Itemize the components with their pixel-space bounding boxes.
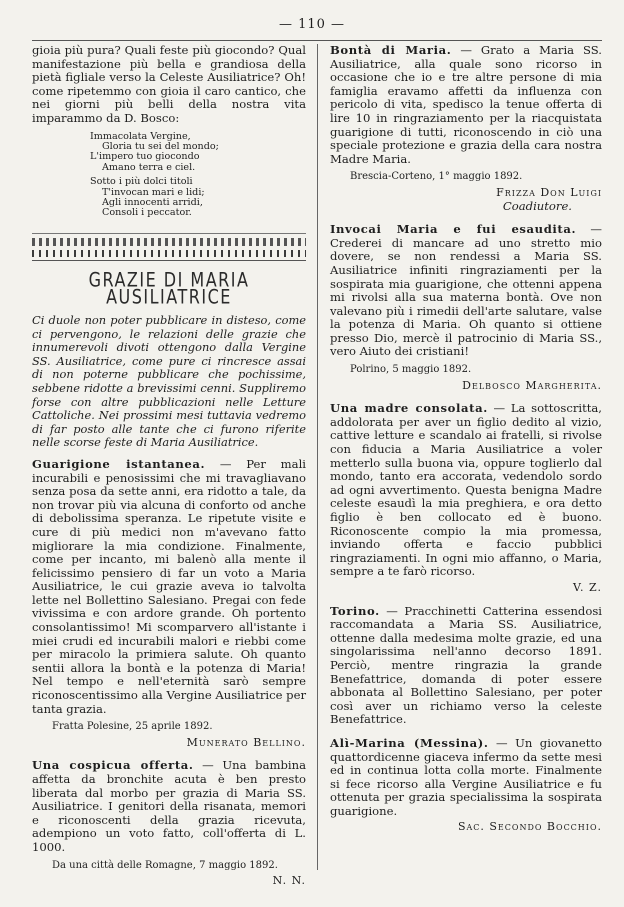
- entry-text: — Per mali incurabili e penosissimi che mi travagliavano senza posa da sette anni, era ridotto a tale, da non trovar più via alcuna di conforto od anche di debolissima speranza. Le ripetute visite e cure di più medici non m'avevano fatto migliorare la mia condizione. Finalmente, come per incanto, mi balenò alla mente il felicissimo pensiero di far un voto a Maria Ausiliatrice, le cui grazie aveva io talvolta lette nel Bollettino Salesiano. Pregai con fede vivissima e con ardore grande. Oh portento consolantissimo! Mi scomparvero all'istante i miei crudi ed incurabili malori e riebbi come per miracolo la primiera salute. Oh quanto sentii allora la bontà e la potenza di Maria! Nel tempo e nell'eternità sarò sempre riconoscentissimo alla Vergine Ausiliatrice per tanta grazia.: [32, 456, 306, 716]
- grace-entry: [330, 737, 602, 819]
- verse-line: Gloria tu sei del mondo;: [102, 140, 219, 152]
- entry-text: — Pracchinetti Catterina essendosi raccomandata a Maria SS. Ausiliatrice, ottenne dalla medesima molte grazie, ed una singolarissima nell'anno decorso 1891. Perciò, mentre ringrazia la grande Benefattrice, domanda di poter essere abbonata al Bollettino Salesiano, per poter così aver un richiamo verso la celeste Benefattrice.: [330, 603, 602, 727]
- entry-text: — Una bambina affetta da bronchite acuta è ben presto liberata dal morbo per grazia di Maria SS. Ausiliatrice. I genitori della risanata, memori e riconoscenti della grazia ricevuta, adempiono un voto fatto, coll'offerta di L. 1000.: [32, 758, 307, 854]
- left-column: [32, 44, 306, 888]
- grace-entry: [32, 458, 306, 716]
- grace-entry: [330, 44, 602, 166]
- header-rule: [32, 40, 602, 41]
- entry-text: — Grato a Maria SS. Ausiliatrice, alla quale sono ricorso in occasione che io e tre altre persone di mia famiglia eravamo affetti da influenza con pericolo di vita, spedisco la tenue offerta di lire 10 in ringraziamento per la riacquistata guarigione di tutti, riconoscendo in ciò una speciale protezione e grazia della cara nostra Madre Maria.: [330, 43, 602, 166]
- entry-signature: V. Z.: [573, 580, 602, 594]
- grace-entry: [330, 402, 602, 579]
- section-intro: Ci duole non poter pubblicare in disteso, come ci pervengono, le relazioni delle grazie che innumerevoli divoti ottengono dalla Vergine SS. Ausiliatrice, come pure ci rincresce assai di non poterne pubblicare che pochissime, sebbene ridotte a brevissimi cenni. Suppliremo forse con altre pubblicazioni nelle Letture Cattoliche. Nei prossimi mesi tuttavia vedremo di far posto alle tante che ci furono riferite nelle scorse feste di Maria Ausiliatrice.: [32, 313, 306, 450]
- entry-heading: Guarigione istantanea.: [32, 456, 206, 471]
- grace-entry: [330, 223, 602, 359]
- entry-signature: Sac. Secondo Bocchio.: [457, 820, 602, 834]
- entry-signature: Delbosco Margherita.: [462, 378, 602, 392]
- entry-place-date: Polrino, 5 maggio 1892.: [350, 364, 472, 376]
- verse-line: Immacolata Vergine,: [90, 130, 191, 142]
- entry-heading: Invocai Maria e fui esaudita.: [330, 222, 577, 237]
- grace-entry: [330, 605, 602, 727]
- grace-entry: [32, 759, 306, 854]
- entry-place-date: Brescia-Corteno, 1° maggio 1892.: [350, 171, 523, 183]
- entry-role: Coadiutore.: [502, 198, 572, 213]
- entry-heading: Una cospicua offerta.: [32, 758, 194, 773]
- verse-line: Sotto i più dolci titoli: [90, 176, 193, 188]
- hymn-verse: [32, 132, 306, 219]
- verse-line: Agli innocenti arridi,: [102, 197, 203, 208]
- verse-line: Consoli i peccator.: [102, 207, 192, 219]
- entry-text: — Crederei di mancare ad uno stretto mio dovere, se non rendessi a Maria SS. Ausiliatrice infiniti ringraziamenti per la sospirata mia guarigione, che ottenni appena mi rivolsi alla sua materna bontà. Ove non valevano più i rimedii dell'arte salutare, valse la potenza di Maria. Oh quanto si ottiene presso Dio, mercè il patrocinio di Maria SS., vero Aiuto dei cristiani!: [330, 222, 602, 359]
- entry-heading: Torino.: [330, 603, 380, 618]
- entry-text: — Un giovanetto quattordicenne giaceva infermo da sette mesi ed in continua lotta colla morte. Finalmente si fece ricorso alla Vergine Ausiliatrice e fu ottenuta per grazia specialissima la sospirata guarigione.: [330, 735, 602, 818]
- page-number: — 110 —: [278, 17, 346, 32]
- continuation-paragraph: gioia più pura? Quali feste più giocondo? Qual manifestazione più bella e grandiosa della pietà figliale verso la Celeste Ausiliatrice? Oh! come ripetemmo con gioia il caro cantico, che nei giorni più belli della nostra vita imparammo da D. Bosco:: [32, 43, 306, 125]
- entry-place-date: Fratta Polesine, 25 aprile 1892.: [52, 721, 213, 733]
- verse-line: T'invocan mari e lidi;: [102, 186, 205, 198]
- entry-place-date: Da una città delle Romagne, 7 maggio 1892.: [52, 859, 278, 871]
- entry-heading: Bontà di Maria.: [330, 43, 452, 57]
- entry-signature: N. N.: [272, 874, 306, 888]
- entry-heading: Una madre consolata.: [330, 401, 488, 416]
- entry-text: — La sottoscritta, addolorata per aver un figlio dedito al vizio, cattive letture e scandalo ai fratelli, si rivolse con fiducia a Maria Ausiliatrice a voler metterlo sulla buona via, oppure toglierlo dal mondo, tanto era accorata, vedendolo sordo ad ogni avvertimento. Questa benigna Madre celeste esaudì la mia preghiera, e ora detto figlio è ben collocato ed è buono. Riconoscente compio la mia promessa, inviando offerta e faccio pubblici ringraziamenti. In ogni mio affanno, o Maria, sempre a te farò ricorso.: [330, 401, 602, 579]
- verse-line: Amano terra e ciel.: [102, 161, 196, 173]
- entry-signature: Munerato Bellino.: [186, 735, 306, 749]
- entry-signature: Frizza Don Luigi: [496, 185, 602, 199]
- section-title: GRAZIE DI MARIA AUSILIATRICE: [88, 268, 250, 308]
- right-column: [330, 44, 602, 834]
- verse-line: L'impero tuo giocondo: [90, 151, 200, 163]
- column-divider: [317, 44, 318, 870]
- decorative-border: [32, 233, 306, 261]
- entry-heading: Alì-Marina (Messina).: [330, 735, 489, 750]
